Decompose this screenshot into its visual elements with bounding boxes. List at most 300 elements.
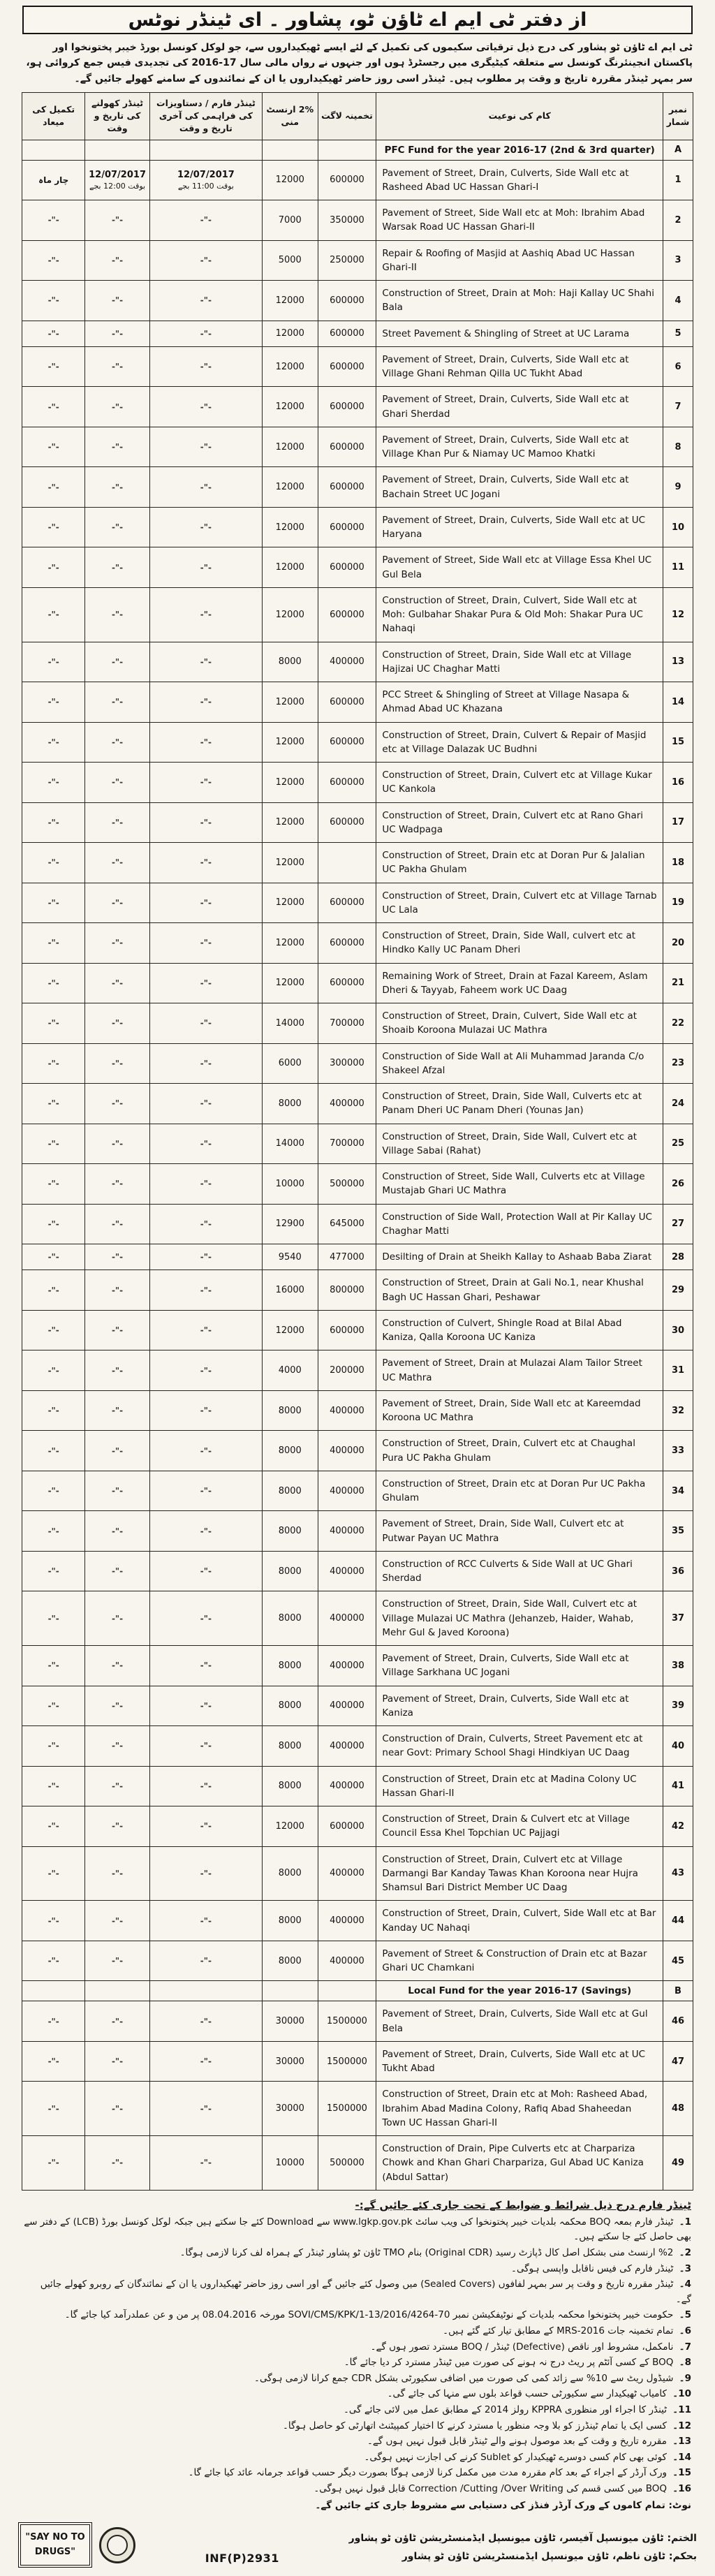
row-last-date: [149, 1124, 262, 1164]
term-item: 8۔ BOQ کے کسی آئٹم پر ریٹ درج نہ ہونے کی صورت میں ٹینڈر مسترد کر دیا جائے گا۔: [344, 2357, 691, 2369]
ditto-mark: -"-: [111, 1821, 124, 1832]
ditto-mark: -"-: [200, 2158, 212, 2168]
header-last-date: ٹینڈر فارم / دستاویزات کی فراہمی کی آخری تاریخ و وقت: [149, 93, 262, 140]
row-open-date: [85, 963, 149, 1003]
ditto-mark: -"-: [111, 2158, 124, 2168]
row-open-date: [85, 923, 149, 964]
ditto-mark: -"-: [47, 858, 59, 868]
ditto-mark: -"-: [111, 402, 124, 412]
row-last-date: [149, 200, 262, 241]
row-earnest-money: 8000: [263, 1766, 318, 1806]
header-earnest: 2% ارنسٹ منی: [263, 93, 318, 140]
row-completion-period: [22, 843, 85, 883]
header-serial: نمبر شمار: [663, 93, 693, 140]
row-work-description: Pavement of Street, Drain, Culverts, Side Wall etc at Bachain Street UC Jogani: [376, 467, 663, 508]
ditto-mark: -"-: [200, 1700, 212, 1711]
work-row: [22, 923, 693, 964]
row-estimated-cost: 1500000: [318, 2041, 376, 2082]
row-work-description: Construction of Street, Drain, Culvert etc at Village Kukar UC Kankola: [376, 763, 663, 803]
row-last-date: [149, 467, 262, 508]
ditto-mark: -"-: [111, 610, 124, 620]
row-open-date: [85, 1431, 149, 1471]
work-row: [22, 321, 693, 346]
row-open-date: [85, 1124, 149, 1164]
row-last-date: [149, 587, 262, 642]
ditto-mark: -"-: [111, 295, 124, 306]
row-open-date: [85, 883, 149, 923]
ditto-mark: -"-: [111, 562, 124, 573]
row-open-date: [85, 843, 149, 883]
by-order-line: بحکم: ٹاؤن ناظم، ٹاؤن میونسپل ایڈمنسٹریشن ٹاؤن ٹو پشاور: [401, 2551, 697, 2563]
row-estimated-cost: 600000: [318, 547, 376, 588]
row-open-date: [85, 1806, 149, 1847]
row-estimated-cost: 600000: [318, 387, 376, 427]
work-row: [22, 1244, 693, 1270]
row-last-date: [149, 1646, 262, 1686]
ditto-mark: -"-: [200, 1365, 212, 1376]
row-completion-period: [22, 2082, 85, 2136]
ditto-mark: -"-: [111, 1868, 124, 1878]
work-row: [22, 2136, 693, 2191]
row-serial: 35: [663, 1511, 693, 1552]
row-work-description: Construction of Street, Drain, Culvert, Side Wall etc at Moh: Gulbahar Shakar Pura & Old Moh: Shakar Pura UC Nahaqi: [376, 587, 663, 642]
row-completion-period: [22, 722, 85, 763]
ditto-mark: -"-: [47, 1445, 59, 1456]
terms-heading: ٹینڈر فارم درج ذیل شرائط و ضوابط کے تحت جاری کئے جائیں گے:-: [355, 2198, 691, 2211]
ditto-mark: -"-: [111, 2103, 124, 2114]
ditto-mark: -"-: [200, 362, 212, 372]
row-completion-period: [22, 802, 85, 843]
row-estimated-cost: 250000: [318, 240, 376, 281]
row-completion-period: [22, 682, 85, 723]
row-estimated-cost: 600000: [318, 1310, 376, 1350]
section-cost-empty: [318, 140, 376, 160]
row-last-date: [149, 763, 262, 803]
ditto-mark: -"-: [47, 1661, 59, 1671]
row-earnest-money: 8000: [263, 1646, 318, 1686]
row-completion-period: [22, 346, 85, 387]
row-completion-period: [22, 1726, 85, 1767]
section-serial: A: [663, 140, 693, 160]
row-serial: 22: [663, 1003, 693, 1044]
row-estimated-cost: 600000: [318, 963, 376, 1003]
row-earnest-money: 12000: [263, 427, 318, 467]
row-last-date: [149, 802, 262, 843]
row-work-description: Construction of Street, Drain, Culvert, Side Wall etc at Bar Kanday UC Nahaqi: [376, 1901, 663, 1941]
row-work-description: Construction of Street, Drain, Culvert etc at Village Tarnab UC Lala: [376, 883, 663, 923]
row-last-date: [149, 346, 262, 387]
row-open-date: [85, 763, 149, 803]
row-work-description: Pavement of Street, Drain, Culverts, Side Wall etc at Gul Bela: [376, 2001, 663, 2042]
terms-list: [24, 2215, 691, 2497]
work-row: [22, 346, 693, 387]
row-last-date: [149, 642, 262, 682]
work-row: [22, 281, 693, 321]
ditto-mark: -"-: [200, 1741, 212, 1751]
term-number: 3۔: [679, 2262, 691, 2274]
section-last-empty: [149, 1981, 262, 2001]
row-work-description: Construction of Drain, Culverts, Street Pavement etc at near Govt: Primary School Shagi Hindkiyan UC Daag: [376, 1726, 663, 1767]
row-open-date: [85, 387, 149, 427]
ditto-mark: -"-: [111, 737, 124, 747]
row-estimated-cost: 645000: [318, 1204, 376, 1244]
row-work-description: Pavement of Street, Drain, Culverts, Side Wall etc at Ghari Sherdad: [376, 387, 663, 427]
row-estimated-cost: 600000: [318, 682, 376, 723]
ditto-mark: -"-: [111, 817, 124, 827]
row-last-date: [149, 2136, 262, 2191]
row-open-date: [85, 281, 149, 321]
row-estimated-cost: 600000: [318, 923, 376, 964]
ditto-mark: -"-: [47, 1098, 59, 1109]
row-earnest-money: 8000: [263, 642, 318, 682]
row-earnest-money: 8000: [263, 1390, 318, 1431]
row-work-description: Construction of Street, Drain etc at Madina Colony UC Hassan Ghari-II: [376, 1766, 663, 1806]
row-earnest-money: 12000: [263, 281, 318, 321]
row-serial: 41: [663, 1766, 693, 1806]
work-row: [22, 1164, 693, 1205]
row-estimated-cost: 350000: [318, 200, 376, 241]
term-item: 2۔ 2% ارنسٹ منی بشکل اصل کال ڈپازٹ رسید (Original CDR) بنام TMO ٹاؤن ٹو پشاور ٹینڈر کے ہمراہ لف کرنا لازمی ہوگا۔: [179, 2246, 691, 2258]
row-last-date: [149, 1204, 262, 1244]
ditto-mark: -"-: [200, 1781, 212, 1791]
row-open-date: [85, 2041, 149, 2082]
work-row: [22, 1084, 693, 1124]
row-work-description: Pavement of Street, Side Wall etc at Village Essa Khel UC Gul Bela: [376, 547, 663, 588]
section-serial: B: [663, 1981, 693, 2001]
row-earnest-money: 30000: [263, 2082, 318, 2136]
ditto-mark: -"-: [111, 1781, 124, 1791]
row-work-description: Construction of Street, Drain at Moh: Haji Kallay UC Shahi Bala: [376, 281, 663, 321]
row-estimated-cost: 700000: [318, 1124, 376, 1164]
section-completion-empty: [22, 140, 85, 160]
row-serial: 48: [663, 2082, 693, 2136]
ditto-mark: -"-: [111, 1445, 124, 1456]
row-open-date: [85, 1941, 149, 1981]
row-serial: 3: [663, 240, 693, 281]
row-estimated-cost: 600000: [318, 507, 376, 547]
row-earnest-money: 12000: [263, 722, 318, 763]
row-earnest-money: 8000: [263, 1941, 318, 1981]
work-row: [22, 963, 693, 1003]
ditto-mark: -"-: [111, 897, 124, 908]
row-serial: 24: [663, 1084, 693, 1124]
row-completion-period: [22, 321, 85, 346]
row-completion-period: [22, 763, 85, 803]
ditto-mark: -"-: [47, 656, 59, 667]
row-completion-period: [22, 1164, 85, 1205]
row-serial: 32: [663, 1390, 693, 1431]
work-row: [22, 883, 693, 923]
row-serial: 27: [663, 1204, 693, 1244]
ditto-mark: -"-: [111, 1486, 124, 1496]
row-work-description: Construction of Street, Drain, Culvert etc at Rano Ghari UC Wadpaga: [376, 802, 663, 843]
row-last-date: [149, 1084, 262, 1124]
town-crest-inner-circle: [107, 2535, 128, 2556]
row-open-date: [85, 1350, 149, 1391]
footer-left: [18, 2522, 135, 2567]
row-serial: 16: [663, 763, 693, 803]
row-work-description: Construction of Street, Drain, Culvert etc at Chaughal Pura UC Pakha Ghulam: [376, 1431, 663, 1471]
row-estimated-cost: 400000: [318, 1390, 376, 1431]
row-estimated-cost: 400000: [318, 1941, 376, 1981]
section-last-empty: [149, 140, 262, 160]
row-completion-period: [22, 642, 85, 682]
section-title: PFC Fund for the year 2016-17 (2nd & 3rd quarter): [376, 140, 663, 160]
town-crest-logo: [99, 2527, 135, 2563]
ditto-mark: -"-: [200, 1915, 212, 1926]
row-earnest-money: 12000: [263, 923, 318, 964]
row-work-description: Desilting of Drain at Sheikh Kallay to Ashaab Baba Ziarat: [376, 1244, 663, 1270]
row-serial: 1: [663, 160, 693, 200]
ditto-mark: -"-: [200, 1661, 212, 1671]
work-row: [22, 1124, 693, 1164]
ditto-mark: -"-: [47, 442, 59, 452]
row-open-date: [85, 1591, 149, 1646]
row-earnest-money: 14000: [263, 1124, 318, 1164]
ditto-mark: -"-: [47, 1325, 59, 1336]
ditto-mark: -"-: [200, 2056, 212, 2067]
row-estimated-cost: [318, 843, 376, 883]
row-last-date: [149, 1164, 262, 1205]
header-completion: تکمیل کی میعاد: [22, 93, 85, 140]
row-last-date: [149, 963, 262, 1003]
ditto-mark: -"-: [47, 522, 59, 533]
work-row: [22, 1941, 693, 1981]
intro-paragraph: ٹی ایم اے ٹاؤن ٹو پشاور کی درج ذیل ترقیاتی سکیموں کی تکمیل کے لئے ایسے ٹھیکیداروں سے، جو لوکل کونسل بورڈ خیبر پختونخوا اور پاکستان انجینئرنگ کونسل سے متعلقہ کیٹیگری میں رجسٹرڈ ہوں اور جنہوں نے رواں مالی سال 17-2016 کی تجدیدی فیس جمع کروائی ہو، سر بمہر ٹینڈر مقررہ تاریخ و وقت پر مطلوب ہیں۔ ٹینڈر اسی روز حاضر ٹھیکیداروں یا ان کے نمائندوں کے سامنے کھولے جائیں گے۔: [26, 42, 693, 84]
row-estimated-cost: 400000: [318, 1551, 376, 1591]
row-last-date: [149, 1390, 262, 1431]
ditto-mark: -"-: [47, 777, 59, 788]
row-serial: 14: [663, 682, 693, 723]
row-work-description: Pavement of Street, Drain, Culverts, Side Wall etc at Village Khan Pur & Niamay UC Mamoo Khatki: [376, 427, 663, 467]
ditto-mark: -"-: [111, 1613, 124, 1624]
ditto-mark: -"-: [200, 1956, 212, 1966]
row-earnest-money: 12000: [263, 467, 318, 508]
row-completion-period: [22, 883, 85, 923]
row-work-description: Construction of Street, Drain etc at Doran Pur & Jalalian UC Pakha Ghulam: [376, 843, 663, 883]
ditto-mark: -"-: [111, 1661, 124, 1671]
row-completion-period: [22, 1901, 85, 1941]
row-last-date: [149, 1901, 262, 1941]
row-serial: 28: [663, 1244, 693, 1270]
row-completion-period: [22, 1591, 85, 1646]
row-completion-period: [22, 281, 85, 321]
row-last-date: [149, 2041, 262, 2082]
row-open-date: [85, 642, 149, 682]
ditto-mark: -"-: [200, 656, 212, 667]
row-completion-period: [22, 507, 85, 547]
row-open-date: [85, 507, 149, 547]
row-serial: 11: [663, 547, 693, 588]
row-serial: 13: [663, 642, 693, 682]
row-serial: 43: [663, 1846, 693, 1901]
table-header-row: [22, 93, 693, 140]
row-estimated-cost: 600000: [318, 281, 376, 321]
ditto-mark: -"-: [200, 1445, 212, 1456]
row-last-date: [149, 1003, 262, 1044]
tender-table: [22, 92, 693, 2191]
row-open-date: [85, 1043, 149, 1084]
row-serial: 5: [663, 321, 693, 346]
row-work-description: Construction of Street, Drain etc at Moh: Rasheed Abad, Ibrahim Abad Madina Colony, Rafiq Abad Shaheedan Town UC Hassan Ghari-II: [376, 2082, 663, 2136]
row-estimated-cost: 400000: [318, 1084, 376, 1124]
row-completion-period: [22, 1043, 85, 1084]
ditto-mark: -"-: [111, 442, 124, 452]
ditto-mark: -"-: [200, 1098, 212, 1109]
ditto-mark: -"-: [111, 1058, 124, 1068]
ditto-mark: -"-: [47, 697, 59, 707]
ditto-mark: -"-: [47, 1179, 59, 1189]
ditto-mark: -"-: [111, 1018, 124, 1029]
work-row: [22, 1806, 693, 1847]
term-item: 4۔ ٹینڈر مقررہ تاریخ و وقت پر سر بمہر لفافوں (Sealed Covers) میں وصول کئے جائیں گے اور اسی روز حاضر ٹھیکیداروں یا ان کے نمائندگان کے روبرو کھولے جائیں گے۔: [40, 2279, 691, 2305]
ditto-mark: -"-: [200, 1613, 212, 1624]
row-estimated-cost: 600000: [318, 883, 376, 923]
row-work-description: Construction of Culvert, Shingle Road at Bilal Abad Kaniza, Qalla Koroona UC Kaniza: [376, 1310, 663, 1350]
ditto-mark: -"-: [200, 295, 212, 306]
row-work-description: Construction of Street, Drain, Side Wall, Culverts etc at Panam Dheri UC Panam Dheri (Younas Jan): [376, 1084, 663, 1124]
issued-by-line: الختم: ٹاؤن میونسپل آفیسر، ٹاؤن میونسپل ایڈمنسٹریشن ٹاؤن ٹو پشاور: [348, 2532, 697, 2544]
section-open-empty: [85, 1981, 149, 2001]
row-serial: 6: [663, 346, 693, 387]
work-row: [22, 1901, 693, 1941]
row-earnest-money: 4000: [263, 1350, 318, 1391]
term-item: 6۔ تمام تخمینہ جات MRS-2016 کے مطابق تیار کئے گئے ہیں۔: [443, 2325, 691, 2336]
row-open-date: [85, 1646, 149, 1686]
row-serial: 23: [663, 1043, 693, 1084]
row-work-description: Construction of Street, Drain, Culvert etc at Village Darmangi Bar Kanday Tawas Khan Koroona near Hujra Shamsul Bari District Member UC Daag: [376, 1846, 663, 1901]
row-open-date: [85, 1551, 149, 1591]
row-earnest-money: 8000: [263, 1591, 318, 1646]
row-serial: 31: [663, 1350, 693, 1391]
term-number: 11۔: [672, 2404, 691, 2415]
row-estimated-cost: 600000: [318, 763, 376, 803]
ditto-mark: -"-: [200, 1486, 212, 1496]
ditto-mark: -"-: [200, 402, 212, 412]
row-estimated-cost: 600000: [318, 160, 376, 200]
term-number: 12۔: [672, 2420, 691, 2431]
row-serial: 20: [663, 923, 693, 964]
row-work-description: Construction of Street, Drain, Side Wall, Culvert etc at Village Sabai (Rahat): [376, 1124, 663, 1164]
row-open-date: [85, 160, 149, 200]
ditto-mark: -"-: [47, 938, 59, 948]
row-serial: 46: [663, 2001, 693, 2042]
ditto-mark: -"-: [200, 1406, 212, 1416]
row-completion-period: [22, 1350, 85, 1391]
row-last-date: [149, 1591, 262, 1646]
row-serial: 39: [663, 1686, 693, 1726]
row-open-date: [85, 346, 149, 387]
row-earnest-money: 12000: [263, 160, 318, 200]
say-no-to-drugs-box: "SAY NO TO DRUGS": [18, 2522, 92, 2567]
row-open-date: [85, 467, 149, 508]
row-estimated-cost: 300000: [318, 1043, 376, 1084]
row-completion-period: [22, 547, 85, 588]
row-serial: 49: [663, 2136, 693, 2191]
term-item: 13۔ مقررہ تاریخ و وقت کے بعد موصول ہونے والے ٹینڈر قابل قبول نہیں ہوں گے۔: [367, 2436, 691, 2448]
row-open-date: [85, 427, 149, 467]
row-work-description: Repair & Roofing of Masjid at Aashiq Abad UC Hassan Ghari-II: [376, 240, 663, 281]
row-serial: 33: [663, 1431, 693, 1471]
row-last-date: [149, 843, 262, 883]
work-row: [22, 587, 693, 642]
ditto-mark: -"-: [200, 1018, 212, 1029]
ditto-mark: -"-: [200, 2103, 212, 2114]
ditto-mark: -"-: [111, 1915, 124, 1926]
ditto-mark: -"-: [47, 1956, 59, 1966]
row-earnest-money: 7000: [263, 200, 318, 241]
term-number: 10۔: [672, 2388, 691, 2400]
work-row: [22, 387, 693, 427]
work-row: [22, 547, 693, 588]
terms-note: نوٹ: تمام کاموں کے ورک آرڈر فنڈز کی دستیابی سے مشروط جاری کئے جائیں گے۔: [315, 2500, 691, 2512]
work-row: [22, 722, 693, 763]
row-completion-period: [22, 1204, 85, 1244]
term-number: 8۔: [679, 2357, 691, 2369]
work-row: [22, 2041, 693, 2082]
ditto-mark: -"-: [200, 737, 212, 747]
row-open-date: [85, 1846, 149, 1901]
row-serial: 37: [663, 1591, 693, 1646]
row-estimated-cost: 400000: [318, 1686, 376, 1726]
section-open-empty: [85, 140, 149, 160]
row-estimated-cost: 600000: [318, 1806, 376, 1847]
row-estimated-cost: 400000: [318, 1901, 376, 1941]
row-work-description: Pavement of Street, Drain, Side Wall etc at Kareemdad Koroona UC Mathra: [376, 1390, 663, 1431]
row-open-date: [85, 722, 149, 763]
row-last-date: [149, 281, 262, 321]
row-open-date: [85, 1003, 149, 1044]
row-open-date: [85, 1244, 149, 1270]
ditto-mark: -"-: [200, 1252, 212, 1263]
inf-number: INF(P)2931: [205, 2551, 279, 2565]
ditto-mark: -"-: [111, 1252, 124, 1263]
ditto-mark: -"-: [200, 1868, 212, 1878]
row-open-date: [85, 1471, 149, 1511]
row-earnest-money: 5000: [263, 240, 318, 281]
work-row: [22, 843, 693, 883]
ditto-mark: -"-: [47, 1915, 59, 1926]
ditto-mark: -"-: [47, 255, 59, 265]
ditto-mark: -"-: [47, 1566, 59, 1577]
row-serial: 2: [663, 200, 693, 241]
row-completion-period: [22, 200, 85, 241]
row-estimated-cost: 400000: [318, 1846, 376, 1901]
row-work-description: Pavement of Street, Drain, Culverts, Side Wall etc at Kaniza: [376, 1686, 663, 1726]
fund-section-row: [22, 140, 693, 160]
row-serial: 26: [663, 1164, 693, 1205]
row-serial: 29: [663, 1270, 693, 1311]
row-earnest-money: 12000: [263, 843, 318, 883]
ditto-mark: -"-: [200, 215, 212, 226]
row-estimated-cost: 700000: [318, 1003, 376, 1044]
ditto-mark: -"-: [47, 1700, 59, 1711]
row-last-date: [149, 2082, 262, 2136]
row-earnest-money: 12000: [263, 763, 318, 803]
term-number: 5۔: [679, 2309, 691, 2321]
row-earnest-money: 12000: [263, 587, 318, 642]
work-row: [22, 682, 693, 723]
row-work-description: Pavement of Street, Drain, Culverts, Side Wall etc at UC Haryana: [376, 507, 663, 547]
ditto-mark: -"-: [47, 1285, 59, 1295]
row-last-date: [149, 1846, 262, 1901]
row-completion-period: [22, 1124, 85, 1164]
term-number: 15۔: [672, 2467, 691, 2479]
row-earnest-money: 8000: [263, 1431, 318, 1471]
terms-section: [24, 2199, 691, 2512]
ditto-mark: -"-: [111, 1285, 124, 1295]
row-earnest-money: 12000: [263, 321, 318, 346]
